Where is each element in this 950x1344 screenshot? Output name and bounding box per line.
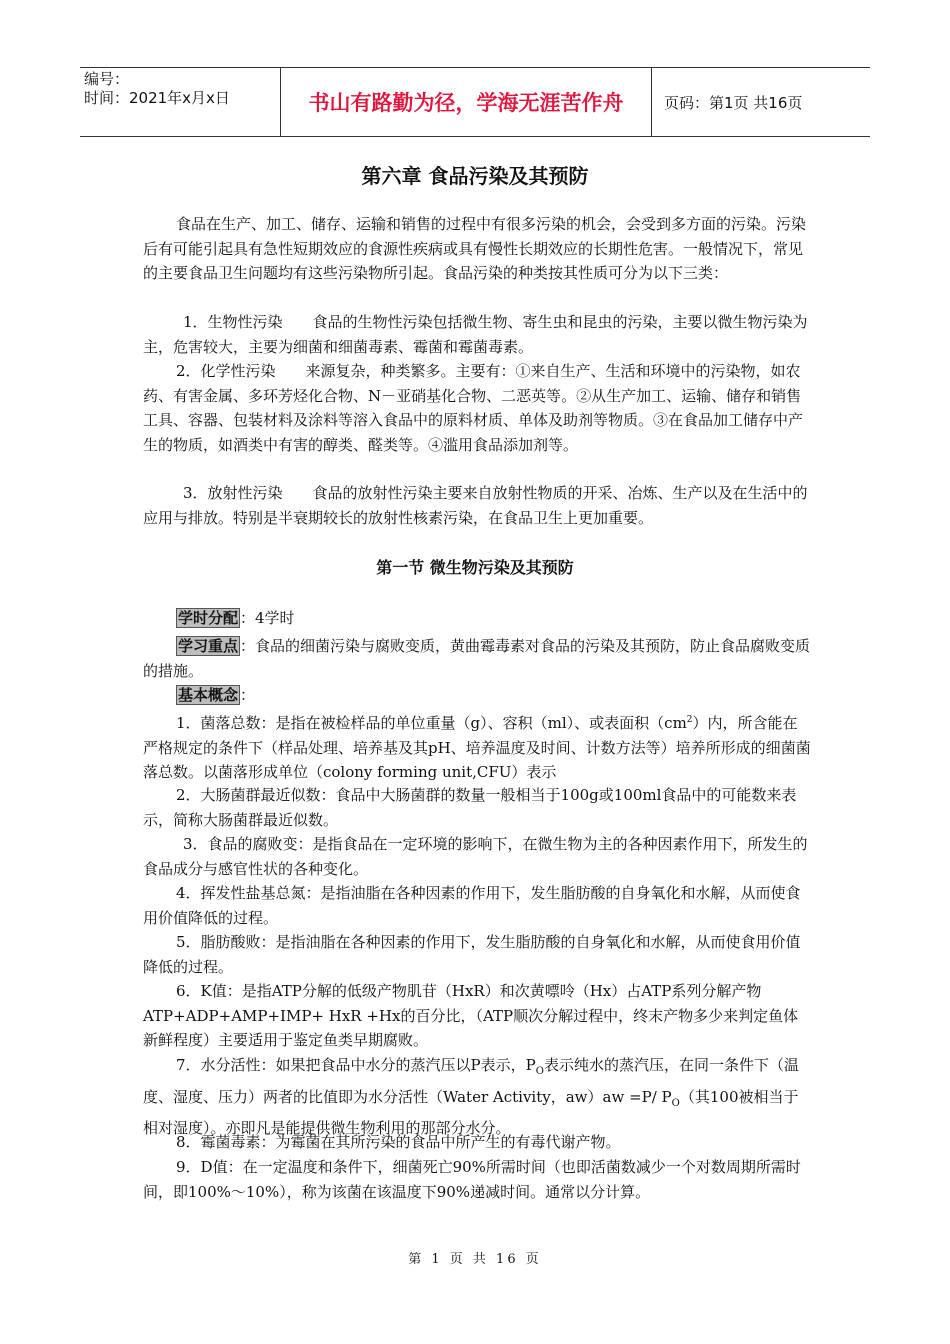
concept-1-text-b: ）内，所含能在严格规定的条件下（样品处理、培养基及其pH、培养温度及时间、计数方法等）培养所形成的细菌菌落总数。以菌落形成单位（colony forming unit,CFU）表示	[143, 714, 811, 781]
basic-concepts-label: 基本概念	[178, 686, 239, 704]
type-biological: 1．生物性污染 食品的生物性污染包括微生物、寄生虫和昆虫的污染，主要以微生物污染为主，危害较大，主要为细菌和细菌毒素、霉菌和霉菌毒素。	[143, 313, 808, 356]
concept-7-sub: O	[535, 1066, 544, 1077]
intro-paragraph: 食品在生产、加工、储存、运输和销售的过程中有很多污染的机会，会受到多方面的污染。污染后有可能引起具有急性短期效应的食源性疾病或具有慢性长期效应的长期性危害。一般情况下，常见的主要食品卫生问题均有这些污染物所引起。食品污染的种类按其性质可分为以下三类：	[143, 215, 807, 282]
study-hours	[143, 606, 811, 631]
number-label: 编号：	[84, 70, 130, 88]
concept-7-sub-2: O	[671, 1097, 680, 1109]
study-focus	[143, 634, 811, 683]
concept-3: 3．食品的腐败变：是指食品在一定环境的影响下，在微生物为主的各种因素作用下，所发生的食品成分与感官性状的各种变化。	[143, 835, 808, 878]
concept-1-sup: 2	[686, 715, 693, 725]
concept-1-text: 1．菌落总数：是指在被检样品的单位重量（g）、容积（ml）、或表面积（cm	[176, 714, 687, 732]
concept-2: 2．大肠菌群最近似数：食品中大肠菌群的数量一般相当于100g或100ml食品中的可能数来表示，简称大肠菌群最近似数。	[143, 786, 797, 829]
basic-concepts-heading	[143, 683, 811, 708]
page-footer: 第 1 页 共 16 页	[408, 1252, 542, 1267]
type-chemical: 2．化学性污染 来源复杂，种类繁多。主要有：①来自生产、生活和环境中的污染物，如农药、有害金属、多环芳烃化合物、N－亚硝基化合物、二恶英等。②从生产加工、运输、储存和销售工具、容器、包装材料及涂料等溶入食品中的原料材质、单体及助剂等物质。③在食品加工储存中产生的物质，如酒类中有害的醇类、醛类等。④滥用食品添加剂等。	[143, 362, 804, 454]
concept-4: 4．挥发性盐基总氮：是指油脂在各种因素的作用下，发生脂肪酸的自身氧化和水解，从而使食用价值降低的过程。	[143, 884, 801, 927]
concept-8: 8．霉菌毒素：为霉菌在其所污染的食品中所产生的有毒代谢产物。	[176, 1133, 621, 1151]
header-meta	[80, 68, 280, 136]
concept-7-text-b: 表示纯水的蒸汽压，在同一条件下（温度、湿度、压力）两者的比值即为水分活性（Water Activity，aw）aw =P/ P	[143, 1056, 799, 1106]
chapter-title: 第六章 食品污染及其预防	[361, 164, 589, 188]
header-page-info: 页码：第1页 共16页	[664, 93, 803, 112]
concept-7-text: 7．水分活性：如果把食品中水分的蒸汽压以P表示，P	[176, 1056, 536, 1074]
concept-1	[143, 708, 811, 785]
date-label: 时间：2021年x月x日	[84, 89, 230, 107]
concept-7	[143, 1053, 811, 1141]
study-hours-value: ：4学时	[240, 609, 295, 627]
header-motto: 书山有路勤为径，学海无涯苦作舟	[280, 68, 652, 136]
section-title: 第一节 微生物污染及其预防	[376, 558, 574, 577]
type-radioactive: 3．放射性污染 食品的放射性污染主要来自放射性物质的开采、冶炼、生产以及在生活中的应用与排放。特别是半衰期较长的放射性核素污染，在食品卫生上更加重要。	[143, 484, 808, 527]
study-focus-label: 学习重点	[178, 637, 239, 655]
concept-6: 6．K值：是指ATP分解的低级产物肌苷（HxR）和次黄嘌呤（Hx）占ATP系列分解产物ATP+ADP+AMP+IMP+ HxR +Hx的百分比，（ATP顺次分解过程中，终末产物多少来判定鱼体新鲜程度）主要适用于鉴定鱼类早期腐败。	[143, 982, 799, 1049]
page-header	[80, 67, 870, 137]
concept-5: 5．脂肪酸败：是指油脂在各种因素的作用下，发生脂肪酸的自身氧化和水解，从而使食用价值降低的过程。	[143, 933, 801, 976]
concept-9: 9．D值：在一定温度和条件下，细菌死亡90%所需时间（也即活菌数减少一个对数周期所需时间，即100%～10%），称为该菌在该温度下90%递减时间。通常以分计算。	[143, 1158, 801, 1201]
concept-7-text-c: （其100被相当于相对湿度）。亦即凡是能提供微生物利用的那部分水分。	[143, 1087, 799, 1137]
study-focus-value: ：食品的细菌污染与腐败变质，黄曲霉毒素对食品的污染及其预防，防止食品腐败变质的措施。	[143, 637, 811, 680]
basic-concepts-colon: ：	[240, 686, 256, 704]
study-hours-label: 学时分配	[178, 609, 239, 627]
